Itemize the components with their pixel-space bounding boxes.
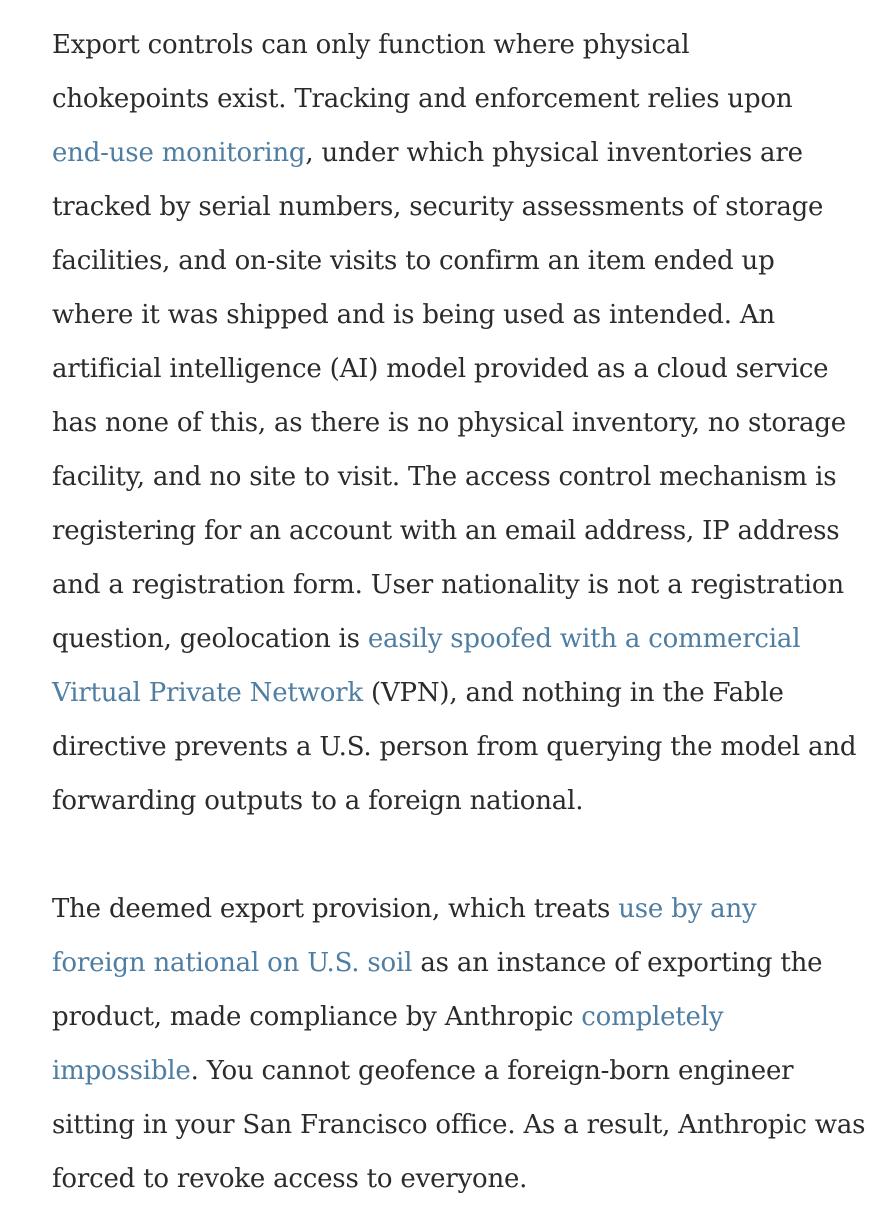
text-line: [52, 612, 872, 666]
text-line: [52, 1044, 872, 1098]
text-segment: and a registration form. User nationality is not a registration: [52, 570, 844, 600]
article-body: [52, 18, 872, 1206]
text-line: [52, 450, 872, 504]
text-line: [52, 180, 872, 234]
text-line: [52, 558, 872, 612]
text-line: [52, 288, 872, 342]
text-segment: question, geolocation is: [52, 624, 368, 654]
text-line: [52, 1152, 872, 1206]
text-segment: forced to revoke access to everyone.: [52, 1164, 528, 1194]
text-segment: , under which physical inventories are: [305, 138, 803, 168]
inline-link[interactable]: foreign national on U.S. soil: [52, 948, 413, 978]
inline-link[interactable]: use by any: [618, 894, 757, 924]
text-segment: The deemed export provision, which treats: [52, 894, 619, 924]
text-segment: (VPN), and nothing in the Fable: [362, 678, 784, 708]
text-line: [52, 504, 872, 558]
text-line: [52, 234, 872, 288]
text-segment: product, made compliance by Anthropic: [52, 1002, 582, 1032]
text-line: [52, 936, 872, 990]
inline-link[interactable]: Virtual Private Network: [52, 678, 363, 708]
text-segment: facilities, and on-site visits to confirm an item ended up: [52, 246, 775, 276]
text-segment: forwarding outputs to a foreign national.: [52, 786, 584, 816]
text-line: [52, 1098, 872, 1152]
text-line: [52, 342, 872, 396]
text-line: [52, 666, 872, 720]
text-segment: where it was shipped and is being used as intended. An: [52, 300, 775, 330]
article-paragraph: [52, 882, 872, 1206]
text-line: [52, 720, 872, 774]
text-line: [52, 774, 872, 828]
text-line: [52, 882, 872, 936]
text-segment: sitting in your San Francisco office. As a result, Anthropic was: [52, 1110, 866, 1140]
text-line: [52, 396, 872, 450]
text-line: [52, 990, 872, 1044]
text-line: [52, 72, 872, 126]
inline-link[interactable]: easily spoofed with a commercial: [367, 624, 801, 654]
text-segment: . You cannot geofence a foreign-born engineer: [190, 1056, 794, 1086]
text-segment: registering for an account with an email address, IP address: [52, 516, 840, 546]
text-segment: tracked by serial numbers, security assessments of storage: [52, 192, 824, 222]
text-line: [52, 18, 872, 72]
text-segment: chokepoints exist. Tracking and enforcement relies upon: [52, 84, 793, 114]
text-segment: Export controls can only function where physical: [52, 30, 690, 60]
text-segment: artificial intelligence (AI) model provided as a cloud service: [52, 354, 829, 384]
text-line: [52, 126, 872, 180]
text-segment: facility, and no site to visit. The access control mechanism is: [52, 462, 837, 492]
inline-link[interactable]: completely: [581, 1002, 724, 1032]
inline-link[interactable]: impossible: [52, 1056, 191, 1086]
inline-link[interactable]: end-use monitoring: [52, 138, 306, 168]
text-segment: as an instance of exporting the: [412, 948, 823, 978]
text-segment: directive prevents a U.S. person from querying the model and: [52, 732, 857, 762]
article-paragraph: [52, 18, 872, 828]
text-segment: has none of this, as there is no physical inventory, no storage: [52, 408, 846, 438]
